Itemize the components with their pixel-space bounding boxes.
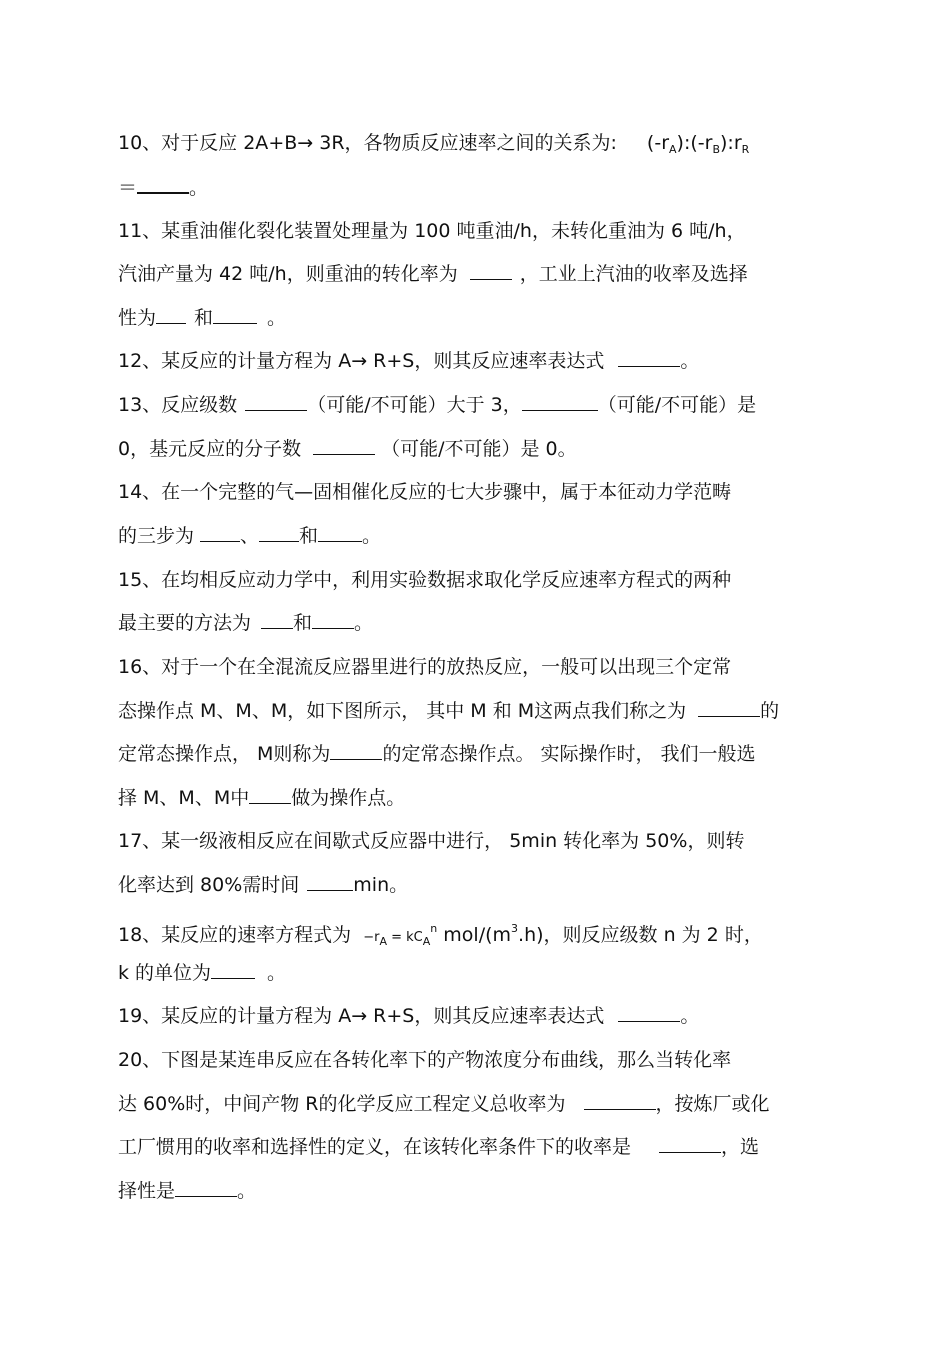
q15-text: 和	[293, 612, 313, 634]
q20-text: 达 60%时，中间产物 R的化学反应工程定义总收率为	[118, 1093, 566, 1115]
answer-blank[interactable]	[312, 610, 354, 629]
q11-line-2	[118, 261, 838, 287]
answer-blank[interactable]	[156, 305, 186, 324]
answer-blank[interactable]	[259, 523, 299, 542]
q16-line-2	[118, 698, 838, 724]
q17-unit: min。	[353, 874, 409, 896]
q11-text: 和	[194, 307, 214, 329]
q16-text: 态操作点 M、M、M，如下图所示， 其中 M 和 M这两点我们称之为	[118, 700, 687, 722]
q18-superscript-n: n	[430, 922, 438, 935]
q13-text: 13、反应级数	[118, 394, 238, 416]
q18-rate-symbol: −r	[363, 930, 380, 945]
q14-text: 的三步为	[118, 525, 195, 547]
q10-line-1	[118, 130, 838, 163]
q16-line-3	[118, 741, 838, 767]
q13-text: （可能/不可能）是 0。	[381, 438, 577, 460]
q16-text: 的	[760, 700, 780, 722]
q12-line-1	[118, 348, 838, 374]
q19-text: 19、某反应的计量方程为 A→ R	[118, 1005, 387, 1027]
q20-period: 。	[237, 1180, 257, 1202]
q12-text: +S，则其反应速率表达式	[386, 350, 605, 372]
q20-text: ，选	[721, 1136, 760, 1158]
answer-blank[interactable]	[470, 261, 512, 280]
q16-text: 做为操作点。	[291, 787, 406, 809]
q16-text: 择 M、M、M中	[118, 787, 250, 809]
q11-text: ，工业上汽油的收率及选择	[519, 263, 748, 285]
q10-rate-b: ):(-r	[676, 132, 713, 154]
q20-line-1: 20、下图是某连串反应在各转化率下的产物浓度分布曲线，那么当转化率	[118, 1049, 732, 1071]
q18-subscript-a: A	[379, 935, 387, 948]
answer-blank[interactable]	[659, 1134, 721, 1153]
answer-blank[interactable]	[330, 741, 382, 760]
answer-blank[interactable]	[200, 523, 240, 542]
q17-text: 化率达到 80%需时间	[118, 874, 300, 896]
q12-text: 12、某反应的计量方程为 A→ R	[118, 350, 387, 372]
q13-line-1	[118, 392, 838, 418]
q14-text: 、	[240, 525, 260, 547]
answer-blank[interactable]	[584, 1091, 656, 1110]
q15-period: 。	[354, 612, 374, 634]
q14-line-2	[118, 523, 838, 549]
q17-line-2	[118, 872, 838, 898]
q18-text: .h)，则反应级数 n 为 2 时，	[518, 924, 763, 946]
q20-line-4	[118, 1178, 838, 1204]
answer-blank[interactable]	[137, 174, 189, 194]
q10-rate-a: (-r	[646, 132, 670, 154]
answer-blank[interactable]	[313, 436, 375, 455]
q13-text: （可能/不可能）是	[597, 394, 757, 416]
q10-period: 。	[189, 177, 209, 199]
answer-blank[interactable]	[211, 960, 255, 979]
q20-text: 工厂惯用的收率和选择性的定义，在该转化率条件下的收率是	[118, 1136, 632, 1158]
answer-blank[interactable]	[261, 610, 293, 629]
q16-line-1: 16、对于一个在全混流反应器里进行的放热反应，一般可以出现三个定常	[118, 656, 732, 678]
answer-blank[interactable]	[175, 1178, 237, 1197]
q20-line-3	[118, 1134, 838, 1160]
q14-text: 和	[299, 525, 319, 547]
q11-text: 汽油产量为 42 吨/h，则重油的转化率为	[118, 263, 458, 285]
q14-period: 。	[362, 525, 382, 547]
answer-blank[interactable]	[307, 872, 353, 891]
q11-line-3	[118, 305, 838, 331]
answer-blank[interactable]	[698, 698, 760, 717]
q15-line-1: 15、在均相反应动力学中，利用实验数据求取化学反应速率方程式的两种	[118, 569, 732, 591]
q19-line-1	[118, 1003, 838, 1029]
answer-blank[interactable]	[245, 392, 307, 411]
q11-line-1: 11、某重油催化裂化装置处理量为 100 吨重油/h，未转化重油为 6 吨/h，	[118, 220, 746, 242]
q20-text: 择性是	[118, 1180, 176, 1202]
q12-period: 。	[680, 350, 700, 372]
answer-blank[interactable]	[213, 305, 257, 324]
q14-line-1: 14、在一个完整的气—固相催化反应的七大步骤中，属于本征动力学范畴	[118, 481, 732, 503]
q20-text: ，按炼厂或化	[655, 1093, 770, 1115]
q10-subscript-a: A	[669, 143, 677, 156]
q18-rate-constant: = kC	[386, 930, 423, 945]
q17-line-1: 17、某一级液相反应在间歇式反应器中进行， 5min 转化率为 50%，则转	[118, 830, 745, 852]
q19-period: 。	[680, 1005, 700, 1027]
q13-line-2	[118, 436, 838, 462]
q10-line-2	[118, 174, 838, 201]
answer-blank[interactable]	[522, 392, 598, 411]
q13-text: 0，基元反应的分子数	[118, 438, 302, 460]
q18-line-2	[118, 960, 838, 986]
q16-text: 的定常态操作点。 实际操作时， 我们一般选	[382, 743, 756, 765]
q10-subscript-r: R	[741, 143, 750, 156]
q11-period: 。	[267, 307, 287, 329]
answer-blank[interactable]	[249, 785, 291, 804]
q18-subscript-a2: A	[422, 935, 431, 948]
q18-period: 。	[267, 962, 287, 984]
q10-text: 10、对于反应 2A	[118, 132, 269, 154]
q16-line-4	[118, 785, 838, 811]
q15-text: 最主要的方法为	[118, 612, 252, 634]
answer-blank[interactable]	[618, 1003, 680, 1022]
q18-text: k 的单位为	[118, 962, 212, 984]
q13-text: （可能/不可能）大于 3，	[307, 394, 522, 416]
q10-subscript-b: B	[712, 143, 720, 156]
q18-line-1	[118, 916, 838, 955]
q18-superscript-3: 3	[511, 922, 519, 935]
q10-equals: ＝	[118, 177, 138, 199]
q10-text: +B→ 3R，各物质反应速率之间的关系为:	[268, 132, 617, 154]
q10-rate-r: ):r	[720, 132, 742, 154]
q11-text: 性为	[118, 307, 157, 329]
q16-text: 定常态操作点， M则称为	[118, 743, 331, 765]
q20-line-2	[118, 1091, 838, 1117]
q15-line-2	[118, 610, 838, 636]
answer-blank[interactable]	[618, 348, 680, 367]
q18-unit: mol/(m	[437, 924, 512, 946]
q19-text: +S，则其反应速率表达式	[386, 1005, 605, 1027]
q18-text: 18、某反应的速率方程式为	[118, 924, 352, 946]
answer-blank[interactable]	[318, 523, 362, 542]
